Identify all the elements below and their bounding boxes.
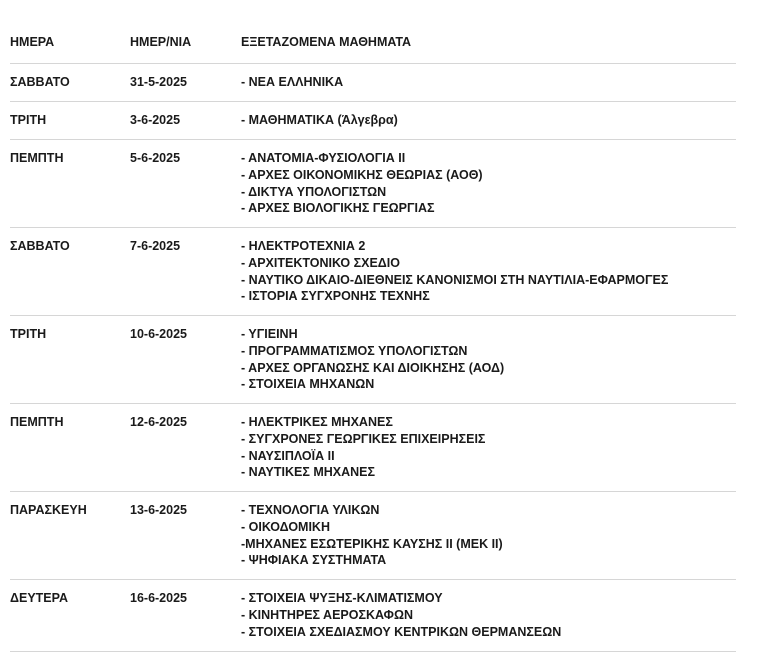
row-subjects <box>241 500 736 579</box>
row-day: ΣΑΒΒΑΤΟ <box>10 239 70 253</box>
row-subjects <box>241 110 736 139</box>
subject-item: - ΗΛΕΚΤΡΟΤΕΧΝΙΑ 2 <box>241 239 366 253</box>
subject-item: - ΝΑΥΤΙΚΕΣ ΜΗΧΑΝΕΣ <box>241 465 376 480</box>
table-header-row <box>10 34 736 64</box>
row-day: ΣΑΒΒΑΤΟ <box>10 75 70 89</box>
subject-item: - ΣΤΟΙΧΕΙΑ ΣΧΕΔΙΑΣΜΟΥ ΚΕΝΤΡΙΚΩΝ ΘΕΡΜΑΝΣΕΩΝ <box>241 624 562 639</box>
header-subjects: ΕΞΕΤΑΖΟΜΕΝΑ ΜΑΘΗΜΑΤΑ <box>241 35 412 49</box>
header-date: ΗΜΕΡ/ΝΙΑ <box>130 35 192 49</box>
subject-item: - ΨΗΦΙΑΚΑ ΣΥΣΤΗΜΑΤΑ <box>241 553 387 568</box>
row-day: ΔΕΥΤΕΡΑ <box>10 591 69 605</box>
subject-item: - ΣΥΓΧΡΟΝΕΣ ΓΕΩΡΓΙΚΕΣ ΕΠΙΧΕΙΡΗΣΕΙΣ <box>241 431 486 446</box>
row-date: 7-6-2025 <box>130 239 181 253</box>
row-subjects <box>241 148 736 227</box>
row-day: ΠΕΜΠΤΗ <box>10 415 64 429</box>
row-date: 13-6-2025 <box>130 503 187 517</box>
table-row <box>10 228 736 316</box>
row-day: ΤΡΙΤΗ <box>10 327 47 341</box>
subject-item: - ΤΕΧΝΟΛΟΓΙΑ ΥΛΙΚΩΝ <box>241 503 380 517</box>
table-row <box>10 316 736 404</box>
subject-item: -ΜΗΧΑΝΕΣ ΕΣΩΤΕΡΙΚΗΣ ΚΑΥΣΗΣ ΙΙ (ΜΕΚ ΙΙ) <box>241 536 503 551</box>
row-date: 16-6-2025 <box>130 591 187 605</box>
table-row <box>10 580 736 652</box>
row-date: 5-6-2025 <box>130 151 181 165</box>
row-subjects <box>241 412 736 491</box>
subject-item: - ΑΝΑΤΟΜΙΑ-ΦΥΣΙΟΛΟΓΙΑ ΙΙ <box>241 151 406 165</box>
row-subjects <box>241 588 736 651</box>
row-subjects <box>241 236 736 315</box>
subject-item: - ΗΛΕΚΤΡΙΚΕΣ ΜΗΧΑΝΕΣ <box>241 415 393 429</box>
table-row <box>10 64 736 102</box>
table-row <box>10 102 736 140</box>
subject-item: - ΑΡΧΙΤΕΚΤΟΝΙΚΟ ΣΧΕΔΙΟ <box>241 255 400 270</box>
subject-item: - ΟΙΚΟΔΟΜΙΚΗ <box>241 519 330 534</box>
subject-item: - ΜΑΘΗΜΑΤΙΚΑ (Άλγεβρα) <box>241 113 398 127</box>
subject-item: - ΠΡΟΓΡΑΜΜΑΤΙΣΜΟΣ ΥΠΟΛΟΓΙΣΤΩΝ <box>241 343 468 358</box>
row-subjects <box>241 324 736 403</box>
table-row <box>10 404 736 492</box>
table-row <box>10 140 736 228</box>
row-subjects <box>241 72 736 101</box>
row-date: 3-6-2025 <box>130 113 181 127</box>
subject-item: - ΑΡΧΕΣ ΟΡΓΑΝΩΣΗΣ ΚΑΙ ΔΙΟΙΚΗΣΗΣ (ΑΟΔ) <box>241 360 505 375</box>
row-day: ΠΑΡΑΣΚΕΥΗ <box>10 503 87 517</box>
exam-schedule-table <box>10 0 736 652</box>
row-date: 31-5-2025 <box>130 75 187 89</box>
subject-item: - ΣΤΟΙΧΕΙΑ ΨΥΞΗΣ-ΚΛΙΜΑΤΙΣΜΟΥ <box>241 591 443 605</box>
subject-item: - ΔΙΚΤΥΑ ΥΠΟΛΟΓΙΣΤΩΝ <box>241 184 387 199</box>
row-day: ΠΕΜΠΤΗ <box>10 151 64 165</box>
row-date: 10-6-2025 <box>130 327 187 341</box>
subject-item: - ΝΑΥΣΙΠΛΟΪΑ ΙΙ <box>241 448 335 463</box>
row-date: 12-6-2025 <box>130 415 187 429</box>
header-day: ΗΜΕΡΑ <box>10 35 55 49</box>
row-day: ΤΡΙΤΗ <box>10 113 47 127</box>
subject-item: - ΑΡΧΕΣ ΟΙΚΟΝΟΜΙΚΗΣ ΘΕΩΡΙΑΣ (ΑΟΘ) <box>241 167 483 182</box>
subject-item: - ΑΡΧΕΣ ΒΙΟΛΟΓΙΚΗΣ ΓΕΩΡΓΙΑΣ <box>241 201 435 216</box>
table-row <box>10 492 736 580</box>
subject-item: - ΝΑΥΤΙΚΟ ΔΙΚΑΙΟ-ΔΙΕΘΝΕΙΣ ΚΑΝΟΝΙΣΜΟΙ ΣΤΗ ΝΑΥΤΙΛΙΑ-ΕΦΑΡΜΟΓΕΣ <box>241 272 669 287</box>
subject-item: - ΙΣΤΟΡΙΑ ΣΥΓΧΡΟΝΗΣ ΤΕΧΝΗΣ <box>241 289 430 304</box>
subject-item: - ΝΕΑ ΕΛΛΗΝΙΚΑ <box>241 75 344 89</box>
subject-item: - ΥΓΙΕΙΝΗ <box>241 327 298 341</box>
subject-item: - ΚΙΝΗΤΗΡΕΣ ΑΕΡΟΣΚΑΦΩΝ <box>241 607 413 622</box>
table-body <box>10 64 736 652</box>
subject-item: - ΣΤΟΙΧΕΙΑ ΜΗΧΑΝΩΝ <box>241 377 375 392</box>
